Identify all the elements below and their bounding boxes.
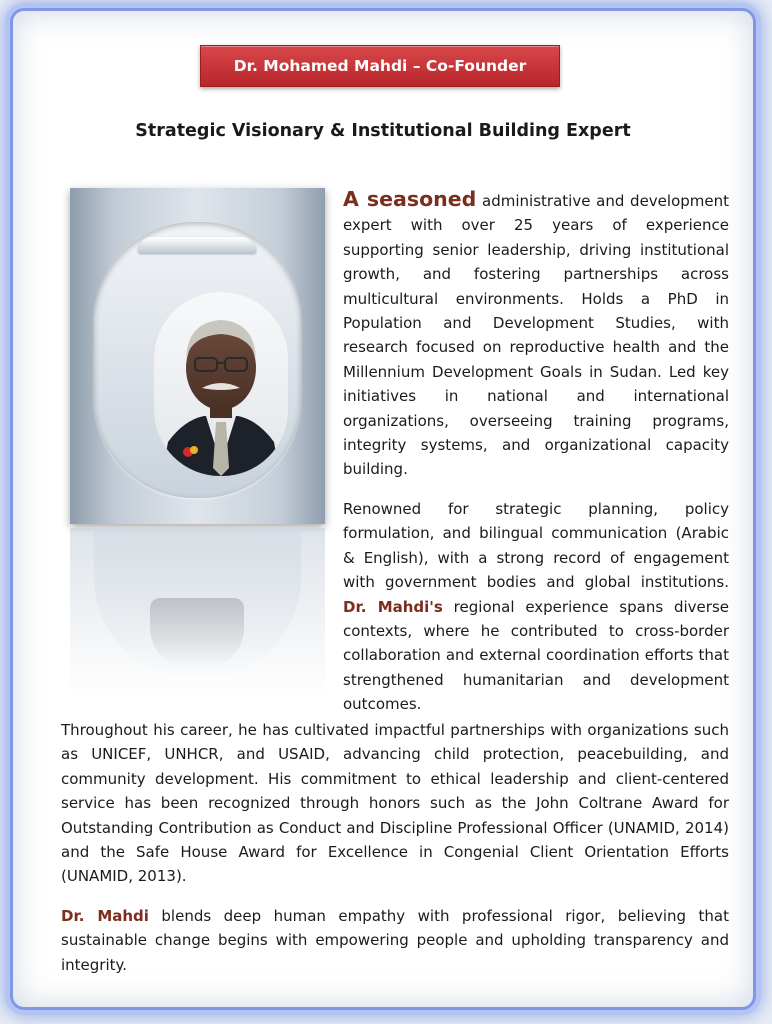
expertise-text-start: Renowned for strategic planning, policy formulation, and bilingual communication (Arabic & English), with a strong record of engagement with government bodies and global institutions.: [343, 500, 729, 592]
closing-name-highlight: Dr. Mahdi: [61, 907, 149, 925]
person-portrait-icon: [154, 292, 288, 476]
career-text: Throughout his career, he has cultivated impactful partnerships with organizations such as UNICEF, UNHCR, and USAID, advancing child protection, peacebuilding, and community development. His commitment to ethical leadership and client-centered service has been recognized through honors such as the John Coltrane Award for Outstanding Contribution as Conduct and Discipline Professional Officer (UNAMID, 2014) and the Safe House Award for Excellence in Congenial Client Orientation Efforts (UNAMID, 2013).: [61, 721, 729, 886]
closing-paragraph: [61, 904, 729, 977]
title-banner: Dr. Mohamed Mahdi – Co-Founder: [200, 45, 560, 87]
career-paragraph: [61, 718, 729, 889]
name-highlight: Dr. Mahdi's: [343, 597, 443, 616]
intro-text: administrative and development expert with over 25 years of experience supporting senior leadership, driving institutional growth, and fostering partnerships across multicultural environments. Holds a PhD in Population and Development Studies, with research focused on reproductive health and the Millennium Development Goals in Sudan. Led key initiatives in national and international organizations, overseeing training programs, integrity systems, and organizational capacity building.: [343, 192, 729, 479]
expertise-text-end: regional experience spans diverse contexts, where he contributed to cross-border collaboration and external coordination efforts that strengthened humanitarian and development outcomes.: [343, 597, 729, 714]
closing-text: blends deep human empathy with professional rigor, believing that sustainable change begins with empowering people and upholding transparency and integrity.: [61, 907, 729, 974]
reflection-person: [150, 598, 244, 668]
intro-paragraph: [343, 187, 729, 482]
window-shade: [138, 237, 256, 253]
expertise-paragraph: [343, 497, 729, 717]
lead-words: A seasoned: [343, 187, 477, 211]
portrait-photo: [154, 292, 288, 476]
portrait-reflection: [70, 528, 325, 698]
page-frame: [10, 8, 756, 1010]
portrait-panel: [70, 188, 325, 524]
airplane-window-frame: [94, 222, 301, 498]
page-subtitle: Strategic Visionary & Institutional Building Expert: [135, 121, 631, 141]
